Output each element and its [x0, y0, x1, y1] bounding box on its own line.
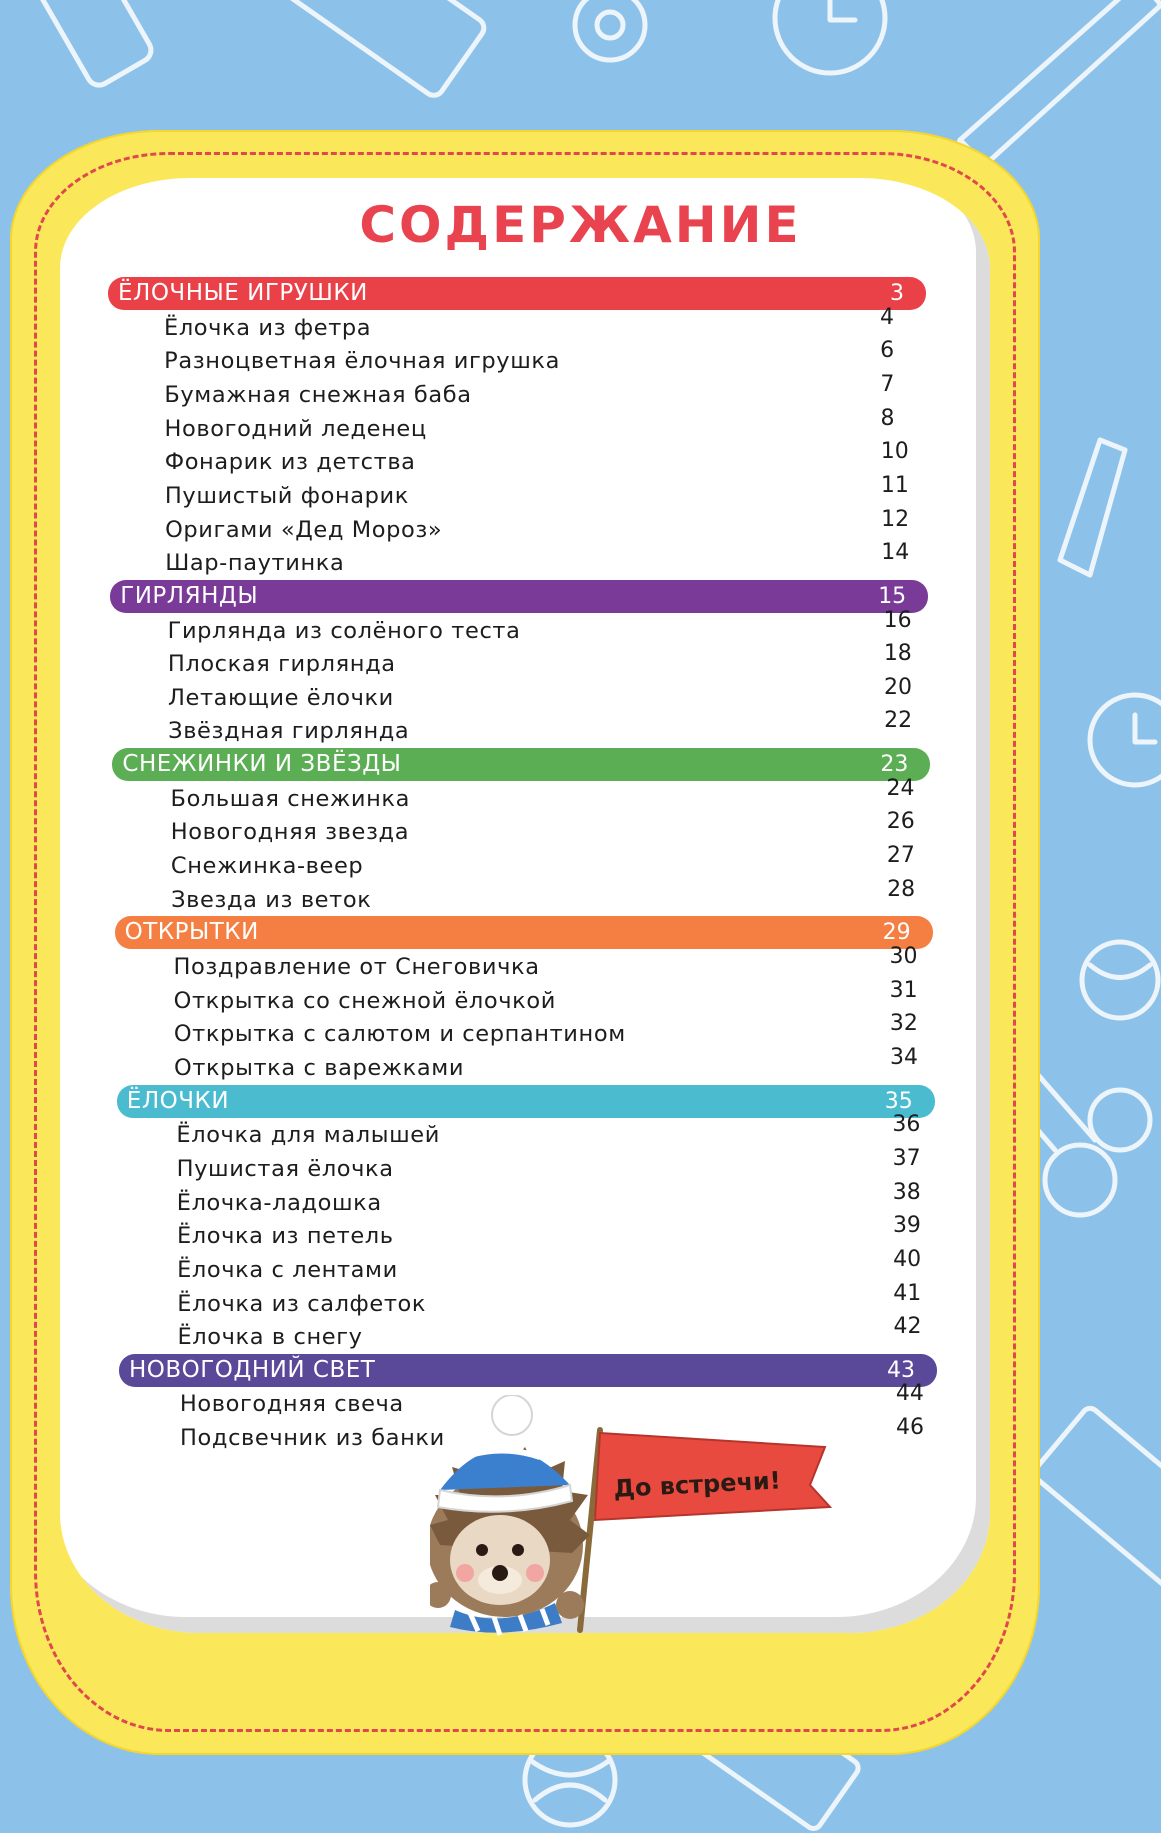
section-header[interactable] — [110, 580, 928, 613]
toc-entry[interactable] — [168, 708, 924, 747]
toc-entry-page: 46 — [896, 1415, 925, 1441]
toc-entry[interactable] — [164, 405, 921, 445]
toc-entry[interactable] — [170, 843, 927, 882]
toc-entry[interactable] — [164, 371, 920, 411]
toc-entry[interactable] — [173, 1011, 930, 1050]
toc-entry-page: 32 — [889, 1011, 918, 1037]
toc-entry[interactable] — [174, 1044, 930, 1084]
toc-entry-title: Ёлочка для малышей — [176, 1122, 440, 1149]
section-page-number: 43 — [887, 1357, 915, 1383]
toc-entry[interactable] — [176, 1145, 933, 1185]
toc-entry-page: 31 — [889, 977, 918, 1003]
toc-entry[interactable] — [170, 809, 927, 848]
toc-entry[interactable] — [173, 977, 930, 1017]
toc-entry-title: Подсвечник из банки — [180, 1425, 445, 1452]
toc-entry-page: 14 — [881, 540, 910, 566]
page-title: СОДЕРЖАНИЕ — [359, 196, 802, 254]
toc-entry[interactable] — [170, 775, 927, 815]
toc-entry-page: 41 — [893, 1280, 922, 1306]
toc-entry-page: 18 — [883, 641, 912, 667]
toc-entry-title: Плоская гирлянда — [167, 651, 396, 678]
section-header[interactable] — [115, 916, 933, 949]
toc-entry-page: 4 — [880, 304, 894, 330]
section-title: СНЕЖИНКИ И ЗВЁЗДЫ — [122, 751, 402, 778]
toc-entry-title: Большая снежинка — [170, 785, 410, 812]
toc-entry-page: 37 — [892, 1145, 921, 1171]
toc-entry-title: Фонарик из детства — [164, 449, 416, 476]
toc-entry-title: Ёлочка из фетра — [164, 314, 372, 341]
section-header[interactable] — [108, 277, 926, 310]
glue-stick-icon — [35, 0, 156, 89]
toc-entry[interactable] — [164, 439, 921, 478]
toc-entry-title: Новогодняя звезда — [170, 819, 410, 846]
toc-entry[interactable] — [173, 944, 929, 983]
toc-entry-title: Поздравление от Снеговичка — [173, 954, 540, 980]
section-page-number: 23 — [880, 752, 909, 778]
toc-entry[interactable] — [168, 674, 924, 714]
section-title: НОВОГОДНИЙ СВЕТ — [129, 1356, 376, 1383]
toc-entry-title: Ёлочка-ладошка — [176, 1189, 382, 1216]
toc-entry-title: Звёздная гирлянда — [168, 718, 410, 745]
toc-entry-page: 26 — [886, 809, 915, 835]
toc-entry-page: 36 — [892, 1112, 921, 1138]
toc-entry[interactable] — [167, 607, 924, 647]
toc-entry[interactable] — [176, 1213, 933, 1252]
toc-entry-page: 30 — [889, 944, 918, 969]
toc-entry-title: Открытка со снежной ёлочкой — [173, 987, 556, 1014]
toc-entry[interactable] — [171, 876, 927, 916]
section-title: ЁЛОЧКИ — [126, 1087, 230, 1114]
toc-entry-title: Гирлянда из солёного теста — [167, 617, 521, 644]
toc-entry-title: Оригами «Дед Мороз» — [165, 516, 443, 543]
ruler-icon — [272, 0, 487, 99]
toc-entry-page: 22 — [884, 708, 913, 734]
yarn-ball-icon-right — [1082, 942, 1158, 1018]
section-title: ГИРЛЯНДЫ — [120, 582, 259, 609]
toc-entry-page: 10 — [880, 439, 909, 465]
toc-entry-page: 42 — [893, 1314, 922, 1340]
toc-entry[interactable] — [164, 338, 920, 377]
toc-entry-page: 12 — [881, 506, 910, 532]
toc-entry-page: 8 — [880, 405, 895, 431]
toc-entry[interactable] — [164, 472, 921, 512]
flag-icon — [580, 1430, 830, 1630]
toc-entry[interactable] — [165, 506, 921, 546]
toc-entry-title: Открытка с варежками — [174, 1054, 465, 1081]
toc-entry-title: Ёлочка с лентами — [177, 1256, 398, 1283]
toc-entry[interactable] — [167, 641, 924, 680]
toc-entry-page: 27 — [886, 843, 915, 869]
section-page-number: 3 — [890, 281, 904, 306]
ruler-icon-right — [1031, 1405, 1161, 1615]
toc-entry-page: 11 — [880, 472, 909, 498]
toc-entry-title: Открытка с салютом и серпантином — [173, 1021, 626, 1048]
section-page-number: 35 — [884, 1088, 913, 1114]
toc-entry-page: 6 — [880, 338, 895, 364]
paint-tube-icon — [1060, 440, 1125, 575]
toc-entry-page: 7 — [880, 371, 895, 397]
section-page-number: 15 — [878, 583, 907, 609]
toc-entry-title: Новогодняя свеча — [179, 1391, 404, 1418]
toc-entry-title: Пушистый фонарик — [164, 482, 409, 509]
toc-entry-page: 34 — [890, 1044, 919, 1070]
toc-entry[interactable] — [165, 540, 921, 579]
toc-entry-title: Шар-паутинка — [165, 550, 345, 577]
tape-icon — [575, 0, 645, 60]
toc-entry-page: 38 — [892, 1179, 921, 1205]
toc-entry[interactable] — [164, 304, 920, 344]
toc-entry-page: 20 — [884, 674, 912, 700]
toc-entry-page: 44 — [895, 1381, 924, 1407]
toc-entry[interactable] — [177, 1314, 933, 1353]
section-page-number: 29 — [882, 920, 911, 946]
toc-entry-title: Пушистая ёлочка — [176, 1155, 394, 1182]
section-title: ЁЛОЧНЫЕ ИГРУШКИ — [118, 280, 368, 306]
clock-icon — [775, 0, 885, 73]
toc-entry-title: Снежинка-веер — [170, 853, 364, 880]
toc-entry-title: Ёлочка из салфеток — [177, 1290, 427, 1317]
section-title: ОТКРЫТКИ — [124, 919, 259, 946]
toc-entry-title: Бумажная снежная баба — [164, 381, 472, 408]
hedgehog-mascot — [430, 1395, 840, 1640]
toc-entry-page: 16 — [883, 607, 912, 633]
toc-entry-title: Летающие ёлочки — [168, 684, 394, 711]
toc-entry-page: 39 — [892, 1213, 921, 1239]
section-header[interactable] — [117, 1085, 935, 1118]
toc-entry-page: 28 — [887, 876, 916, 902]
flag-text: До встречи! — [612, 1466, 782, 1503]
toc-entry-title: Разноцветная ёлочная игрушка — [164, 348, 560, 375]
toc-entry[interactable] — [176, 1179, 933, 1219]
toc-entry-page: 40 — [893, 1246, 922, 1272]
section-header[interactable] — [119, 1354, 937, 1387]
toc-entry-page: 24 — [886, 775, 915, 801]
toc-entry-title: Новогодний леденец — [164, 415, 427, 442]
toc-entry[interactable] — [176, 1112, 932, 1151]
clock-icon-right — [1090, 695, 1161, 785]
toc-entry-title: Звезда из веток — [171, 886, 372, 913]
section-header[interactable] — [112, 748, 930, 781]
toc-entry-title: Ёлочка из петель — [176, 1223, 394, 1250]
toc-entry[interactable] — [177, 1246, 933, 1286]
toc-entry-title: Ёлочка в снегу — [177, 1324, 363, 1351]
toc-entry[interactable] — [177, 1280, 933, 1320]
